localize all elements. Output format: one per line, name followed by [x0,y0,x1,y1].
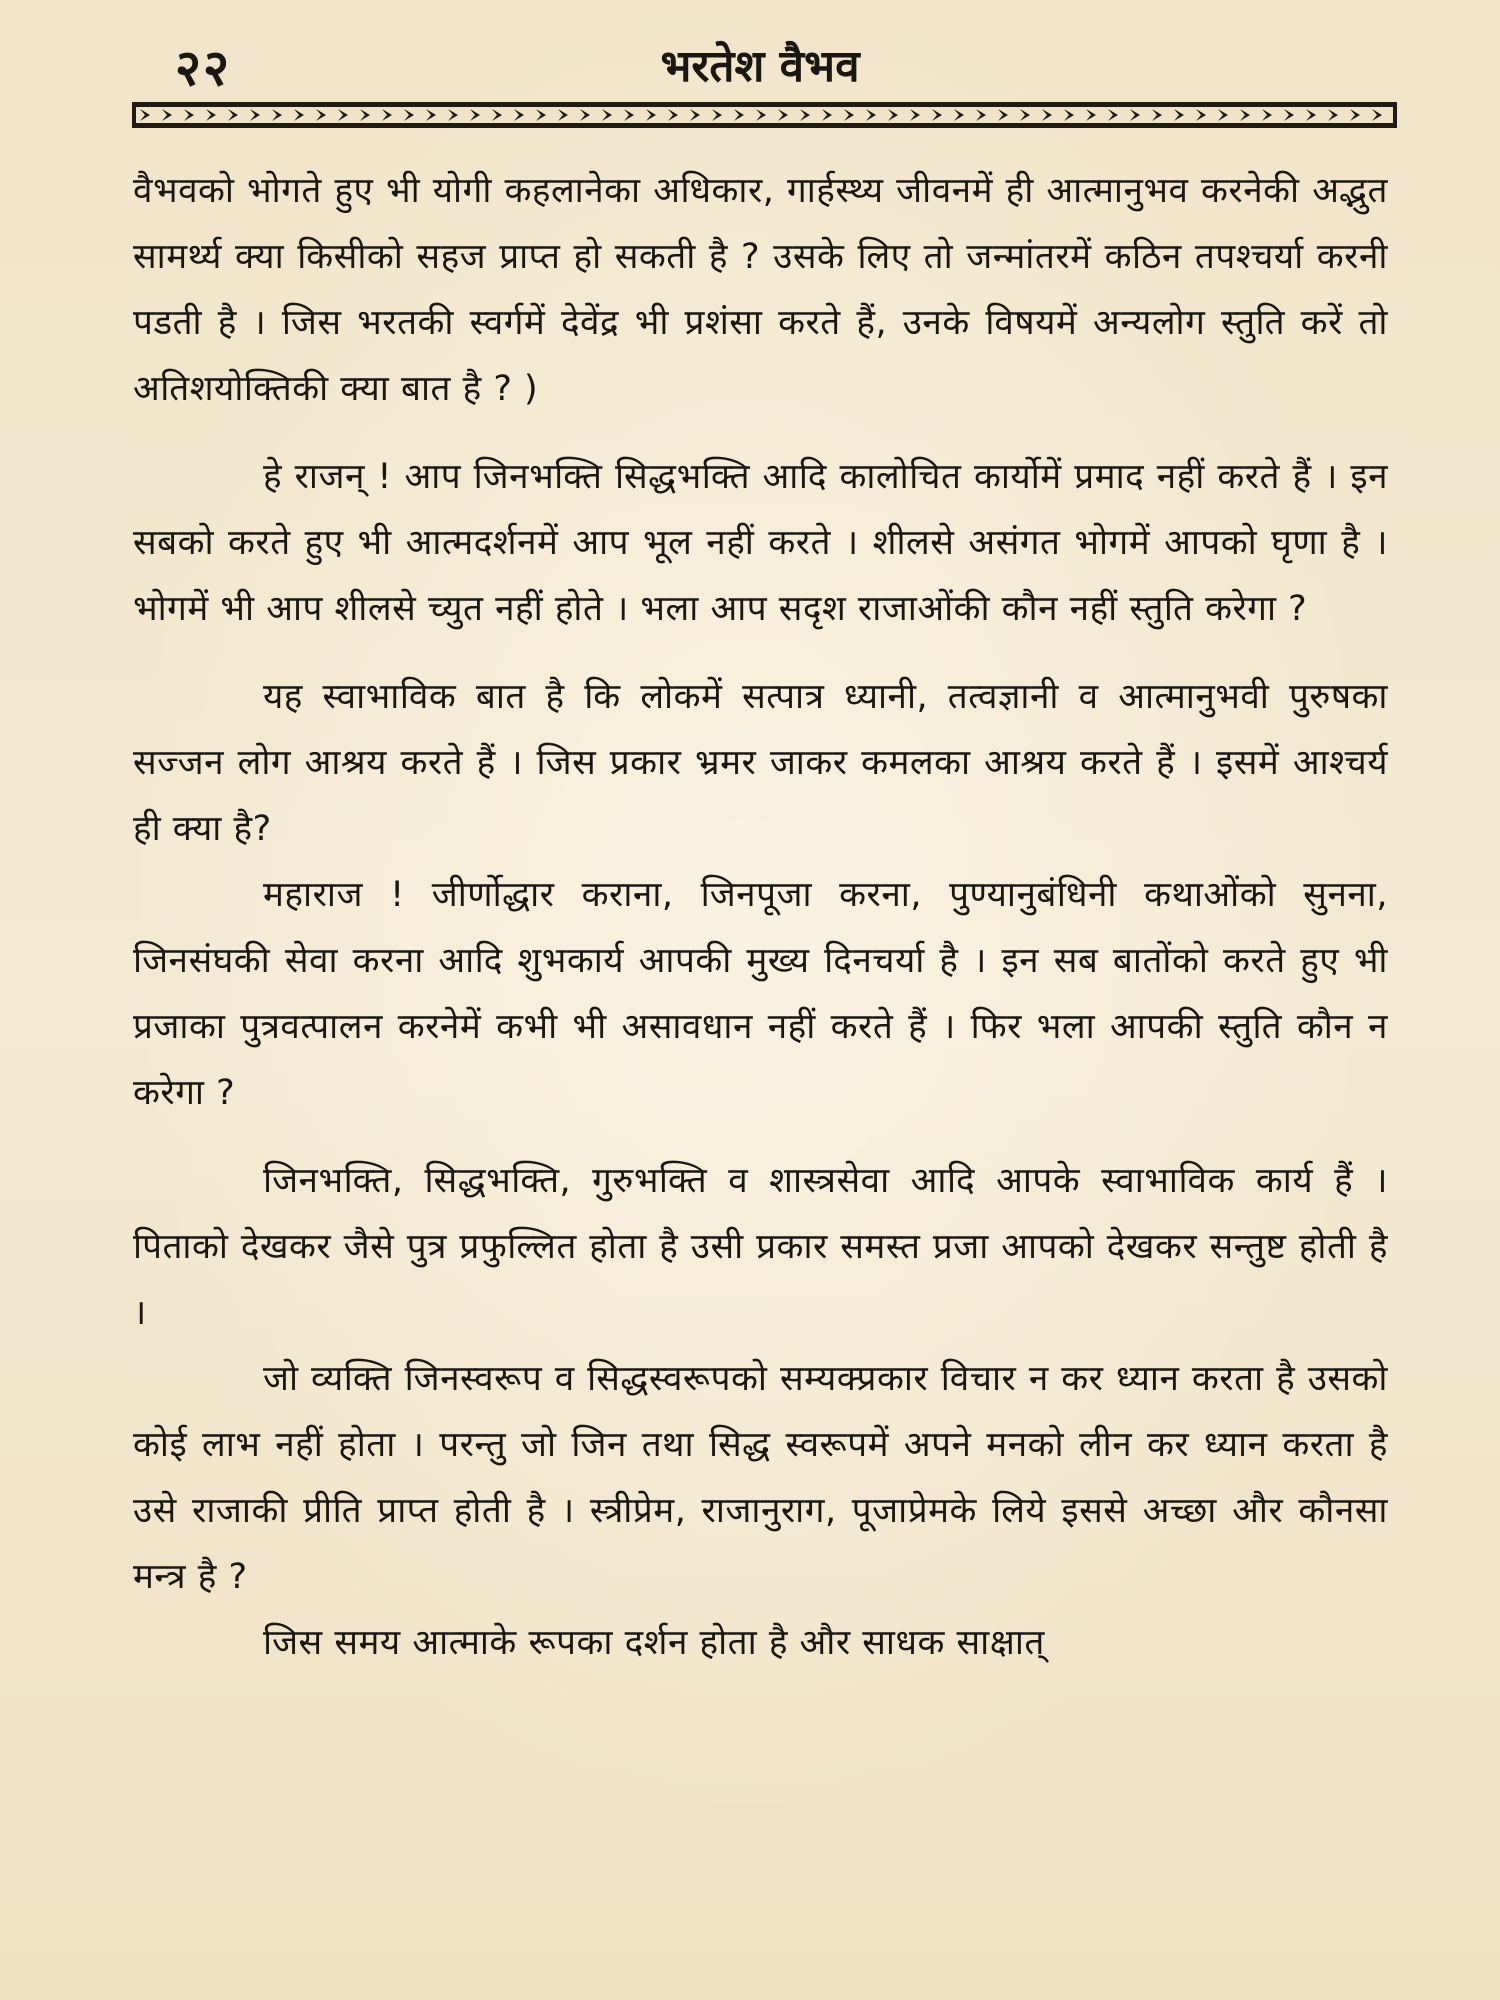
page-number: २२ [175,39,231,97]
paragraph-6: जो व्यक्ति जिनस्वरूप व सिद्धस्वरूपको सम्यक्प्रकार विचार न कर ध्यान करता है उसको कोई लाभ नहीं होता । परन्तु जो जिन तथा सिद्ध स्वरूपमें अपने मनको लीन कर ध्यान करता है उसे राजाकी प्रीति प्राप्त होती है । स्त्रीप्रेम, राजानुराग, पूजाप्रेमके लिये इससे अच्छा और कौनसा मन्त्र है ? [133,1359,1388,1597]
decorative-rule [132,100,1397,130]
paragraph-7: जिस समय आत्माके रूपका दर्शन होता है और साधक साक्षात् [263,1623,1045,1663]
page-header [130,28,1390,98]
paragraph-5: जिनभक्ति, सिद्धभक्ति, गुरुभक्ति व शास्त्रसेवा आदि आपके स्वाभाविक कार्य हैं । पिताको देखकर जैसे पुत्र प्रफुल्लित होता है उसी प्रकार समस्त प्रजा आपको देखकर सन्तुष्ट होती है । [133,1161,1388,1333]
paragraph-1: वैभवको भोगते हुए भी योगी कहलानेका अधिकार, गार्हस्थ्य जीवनमें ही आत्मानुभव करनेकी अद्भुत सामर्थ्य क्या किसीको सहज प्राप्त हो सकती है ? उसके लिए तो जन्मांतरमें कठिन तपश्चर्या करनी पडती है । जिस भरतकी स्वर्गमें देवेंद्र भी प्रशंसा करते हैं, उनके विषयमें अन्यलोग स्तुति करें तो अतिशयोक्तिकी क्या बात है ? ) [133,171,1388,409]
body-text [133,158,1388,1676]
running-title: भरतेश वैभव [660,41,860,92]
paragraph-2: हे राजन् ! आप जिनभक्ति सिद्धभक्ति आदि कालोचित कार्योमें प्रमाद नहीं करते हैं । इन सबको करते हुए भी आत्मदर्शनमें आप भूल नहीं करते । शीलसे असंगत भोगमें आपको घृणा है । भोगमें भी आप शीलसे च्युत नहीं होते । भला आप सदृश राजाओंकी कौन नहीं स्तुति करेगा ? [133,457,1388,629]
paragraph-3: यह स्वाभाविक बात है कि लोकमें सत्पात्र ध्यानी, तत्वज्ञानी व आत्मानुभवी पुरुषका सज्जन लोग आश्रय करते हैं । जिस प्रकार भ्रमर जाकर कमलका आश्रय करते हैं । इसमें आश्चर्य ही क्या है? [133,677,1388,849]
paragraph-4: महाराज ! जीर्णोद्धार कराना, जिनपूजा करना, पुण्यानुबंधिनी कथाओंको सुनना, जिनसंघकी सेवा करना आदि शुभकार्य आपकी मुख्य दिनचर्या है । इन सब बातोंको करते हुए भी प्रजाका पुत्रवत्पालन करनेमें कभी भी असावधान नहीं करते हैं । फिर भला आपकी स्तुति कौन न करेगा ? [133,875,1388,1113]
